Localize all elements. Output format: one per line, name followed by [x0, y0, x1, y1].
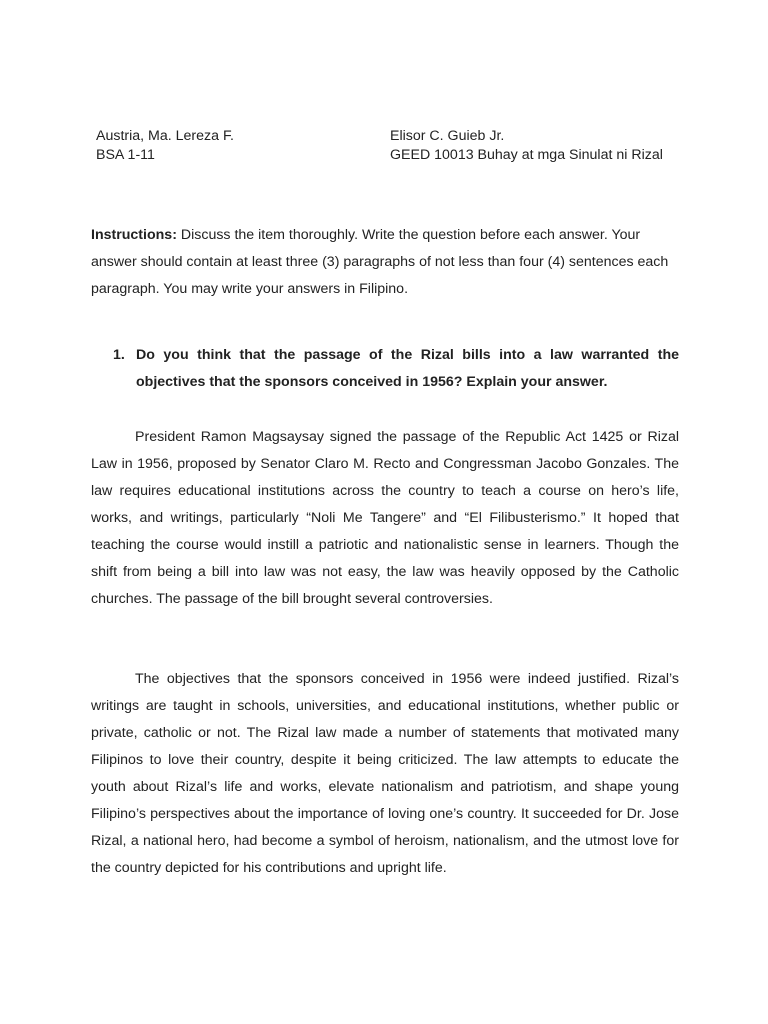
question-number: 1.	[113, 347, 125, 363]
instructions-block	[91, 222, 679, 303]
course-info	[390, 127, 663, 165]
answer-paragraph-1: President Ramon Magsaysay signed the passage of the Republic Act 1425 or Rizal Law in 1956, proposed by Senator Claro M. Recto and Congressman Jacobo Gonzales. The law requires educational institutions across the country to teach a course on hero’s life, works, and writings, particularly “Noli Me Tangere” and “El Filibusterismo.” It hoped that teaching the course would instill a patriotic and nationalistic sense in learners. Though the shift from being a bill into law was not easy, the law was heavily opposed by the Catholic churches. The passage of the bill brought several controversies.	[91, 429, 679, 608]
student-name: Austria, Ma. Lereza F.	[96, 128, 234, 144]
instructions-text: Discuss the item thoroughly. Write the question before each answer. Your answer should contain at least three (3) paragraphs of not less than four (4) sentences each paragraph. You may write your answers in Filipino.	[91, 227, 669, 297]
student-section: BSA 1-11	[96, 147, 155, 163]
question-item	[113, 342, 679, 396]
question-text: Do you think that the passage of the Rizal bills into a law warranted the objectives that the sponsors conceived in 1956? Explain your answer.	[136, 347, 679, 390]
student-info	[96, 127, 234, 165]
course-title: GEED 10013 Buhay at mga Sinulat ni Rizal	[390, 147, 663, 163]
instructor-name: Elisor C. Guieb Jr.	[390, 128, 505, 144]
answer-paragraph-2: The objectives that the sponsors conceived in 1956 were indeed justified. Rizal’s writings are taught in schools, universities, and educational institutions, whether public or private, catholic or not. The Rizal law made a number of statements that motivated many Filipinos to love their country, despite it being criticized. The law attempts to educate the youth about Rizal’s life and works, elevate nationalism and patriotism, and shape young Filipino’s perspectives about the importance of loving one’s country. It succeeded for Dr. Jose Rizal, a national hero, had become a symbol of heroism, nationalism, and the utmost love for the country depicted for his contributions and upright life.	[91, 671, 679, 877]
instructions-label: Instructions:	[91, 227, 177, 243]
